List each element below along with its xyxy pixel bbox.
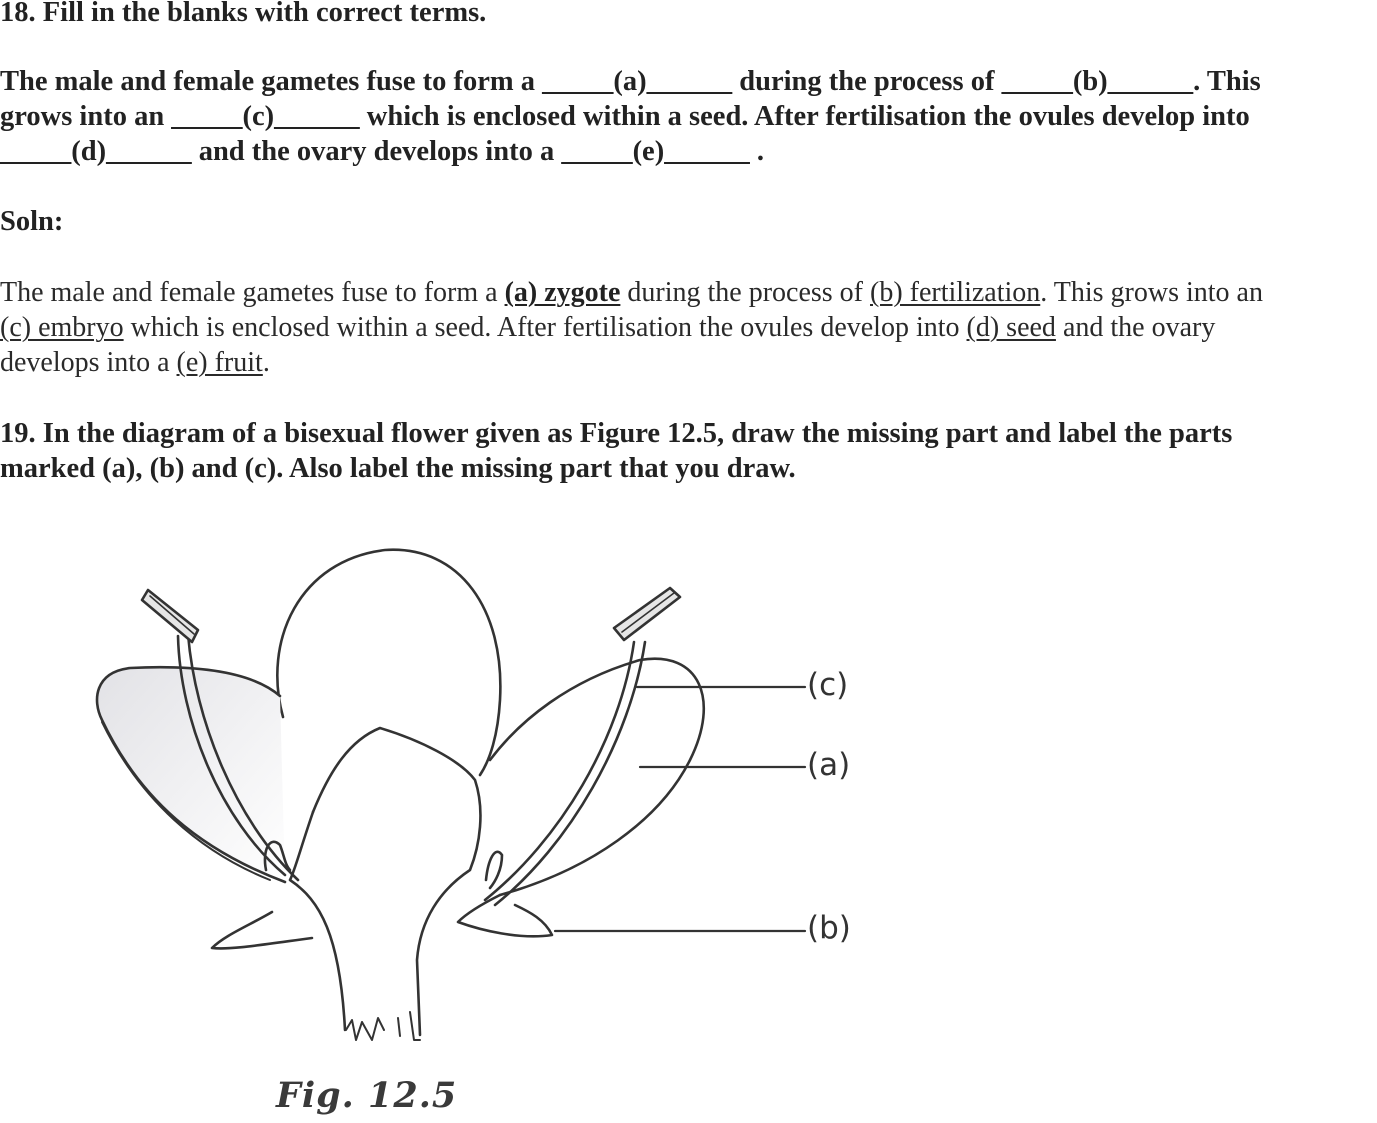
solution-label: Soln: <box>0 206 64 237</box>
label-a: (a) <box>807 747 851 783</box>
answer-c: (c) embryo <box>0 312 124 343</box>
answer-text: and the ovary <box>1055 312 1216 343</box>
stalk-tip <box>346 1012 420 1040</box>
answer-line-3 <box>0 345 270 380</box>
answer-line-1 <box>0 275 1263 310</box>
left-sepal <box>212 912 312 948</box>
label-c: (c) <box>807 667 849 703</box>
figure-caption: Fig. 12.5 <box>276 1075 458 1116</box>
flower-diagram <box>0 500 900 1123</box>
left-anther <box>142 590 198 642</box>
question-18-line-3: _____(d)______ and the ovary develops into a _____(e)______ . <box>0 136 764 167</box>
answer-text: during the process of <box>620 277 870 308</box>
answer-text: which is enclosed within a seed. After fertilisation the ovules develop into <box>123 312 967 343</box>
label-b: (b) <box>807 910 851 946</box>
receptacle <box>313 728 480 1035</box>
answer-d: (d) seed <box>966 312 1056 343</box>
answer-text: . This grows into an <box>1040 277 1263 308</box>
answer-b: (b) fertilization <box>870 277 1041 308</box>
answer-line-2 <box>0 310 1215 345</box>
answer-text: . <box>262 347 270 378</box>
answer-a: (a) zygote <box>504 277 621 308</box>
left-petal <box>97 667 285 882</box>
answer-text: The male and female gametes fuse to form a <box>0 277 505 308</box>
answer-text: develops into a <box>0 347 177 378</box>
question-19-line-2: marked (a), (b) and (c). Also label the missing part that you draw. <box>0 453 796 484</box>
question-18-heading: 18. Fill in the blanks with correct terms. <box>0 0 487 28</box>
question-18-line-1: The male and female gametes fuse to form a _____(a)______ during the process of _____(b)______. This <box>0 66 1261 97</box>
right-petal <box>490 659 704 895</box>
right-sepal <box>458 895 552 936</box>
question-18-line-2: grows into an _____(c)______ which is enclosed within a seed. After fertilisation the ovules develop into <box>0 101 1250 132</box>
question-19-line-1: 19. In the diagram of a bisexual flower given as Figure 12.5, draw the missing part and label the parts <box>0 418 1233 449</box>
answer-e: (e) fruit <box>176 347 263 378</box>
